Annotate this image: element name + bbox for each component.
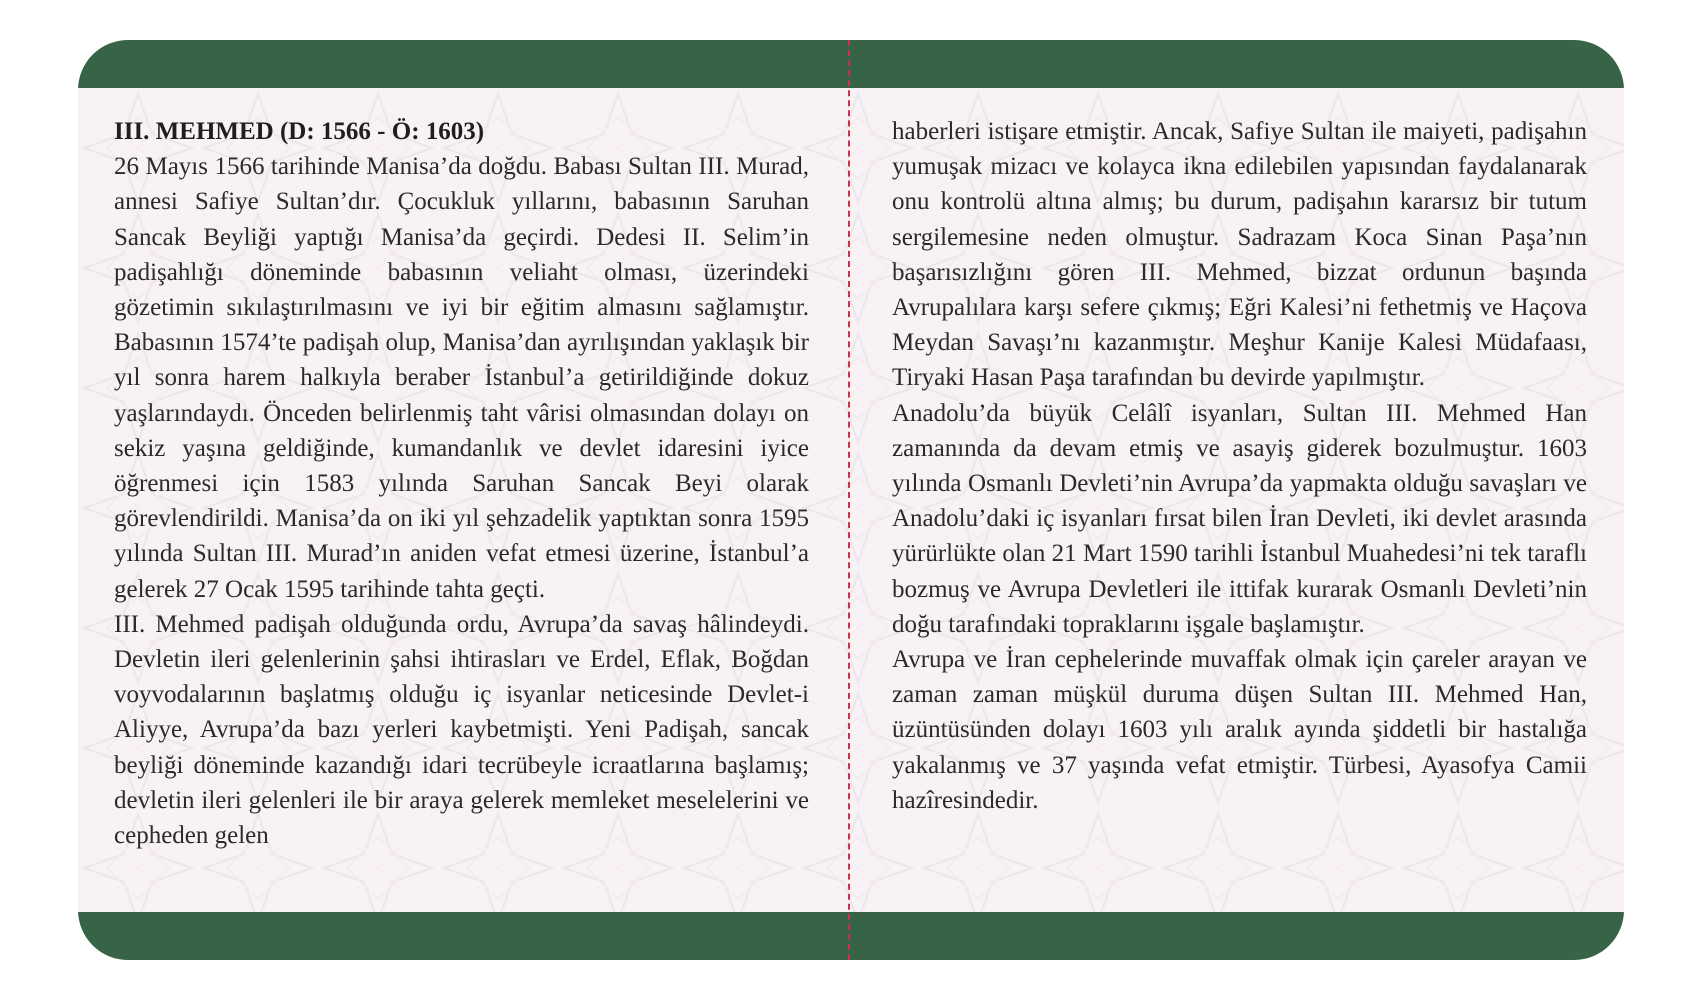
paragraph: haberleri istişare etmiştir. Ancak, Safiye Sultan ile maiyeti, padişahın yumuşak mizacı ve kolayca ikna edilebilen yapısından faydalanarak onu kontrolü altına almış; bu durum, padişahın kararsız bir tutum sergilemesine neden olmuştur. Sadrazam Koca Sinan Paşa’nın başarısızlığını gören III. Mehmed, bizzat ordunun başında Avrupalılara karşı sefere çıkmış; Eğri Kalesi’ni fethetmiş ve Haçova Meydan Savaşı’nı kazanmıştır. Meşhur Kanije Kalesi Müdafaası, Tiryaki Hasan Paşa tarafından bu devirde yapılmıştır. xyxy=(892,118,1587,392)
paragraph: 26 Mayıs 1566 tarihinde Manisa’da doğdu. Babası Sultan III. Murad, annesi Safiye Sultan’dır. Çocukluk yıllarını, babasının Saruhan Sancak Beyliği yaptığı Manisa’da geçirdi. Dedesi II. Selim’in padişahlığı döneminde babasının veliaht olması, üzerindeki gözetimin sıkılaştırılmasını ve iyi bir eğitim almasını sağlamıştır. Babasının 1574’te padişah olup, Manisa’dan ayrılışından yaklaşık bir yıl sonra harem halkıyla beraber İstanbul’a getirildiğinde dokuz yaşlarındaydı. Önceden belirlenmiş taht vârisi olmasından dolayı on sekiz yaşına geldiğinde, kumandanlık ve devlet idaresini iyice öğrenmesi için 1583 yılında Saruhan Sancak Beyi olarak görevlendirildi. Manisa’da on iki yıl şehzadelik yaptıktan sonra 1595 yılında Sultan III. Murad’ın aniden vefat etmesi üzerine, İstanbul’a gelerek 27 Ocak 1595 tarihinde tahta geçti. xyxy=(114,153,809,603)
paragraph: III. Mehmed padişah olduğunda ordu, Avrupa’da savaş hâlindeydi. Devletin ileri gelenlerinin şahsi ihtirasları ve Erdel, Eflak, Boğdan voyvodalarının başlatmış olduğu iç isyanlar neticesinde Devlet-i Aliyye, Avrupa’da bazı yerleri kaybetmişti. Yeni Padişah, sancak beyliği döneminde kazandığı idari tecrübeyle icraatlarına başlamış; devletin ileri gelenleri ile bir araya gelerek memleket meselelerini ve cepheden gelen xyxy=(114,610,809,850)
page-card xyxy=(78,40,1624,960)
column-divider xyxy=(848,40,850,960)
bottom-band xyxy=(78,912,1624,960)
right-column xyxy=(892,114,1587,818)
paragraph: Anadolu’da büyük Celâlî isyanları, Sultan III. Mehmed Han zamanında da devam etmiş ve asayiş giderek bozulmuştur. 1603 yılında Osmanlı Devleti’nin Avrupa’da yapmakta olduğu savaşları ve Anadolu’daki iç isyanları fırsat bilen İran Devleti, iki devlet arasında yürürlükte olan 21 Mart 1590 tarihli İstanbul Muahedesi’ni tek taraflı bozmuş ve Avrupa Devletleri ile ittifak kurarak Osmanlı Devleti’nin doğu tarafındaki topraklarını işgale başlamıştır. xyxy=(892,399,1587,638)
paragraph: Avrupa ve İran cephelerinde muvaffak olmak için çareler arayan ve zaman zaman müşkül duruma düşen Sultan III. Mehmed Han, üzüntüsünden dolayı 1603 yılı aralık ayında şiddetli bir hastalığa yakalanmış ve 37 yaşında vefat etmiştir. Türbesi, Ayasofya Camii hazîresindedir. xyxy=(892,646,1587,814)
left-column xyxy=(114,114,809,853)
page-title: III. MEHMED (D: 1566 - Ö: 1603) xyxy=(114,118,485,145)
top-band xyxy=(78,40,1624,88)
